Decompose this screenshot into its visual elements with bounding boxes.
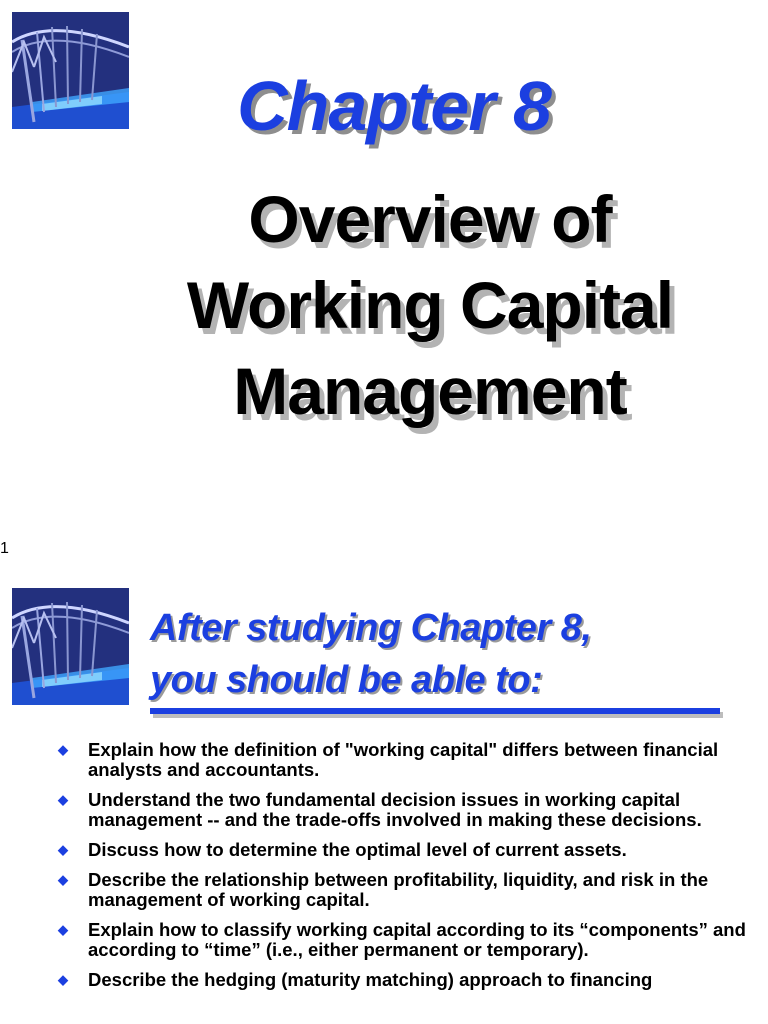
bridge-image-2 (12, 588, 129, 705)
page-number: 1 (0, 540, 9, 557)
subtitle-line-3: Management (233, 354, 627, 428)
title-underline (150, 708, 720, 714)
objective-item (58, 740, 758, 780)
diamond-bullet-icon: ◆ (58, 972, 68, 987)
diamond-bullet-icon: ◆ (58, 842, 68, 857)
objective-item (58, 840, 758, 860)
objective-item (58, 870, 758, 910)
objective-item (58, 920, 758, 960)
diamond-bullet-icon: ◆ (58, 742, 68, 757)
objectives-title (150, 602, 750, 706)
objective-text: Understand the two fundamental decision issues in working capital management -- and the trade-offs involved in making these decisions. (88, 789, 702, 830)
objective-text: Describe the relationship between profitability, liquidity, and risk in the management of working capital. (88, 869, 709, 910)
objectives-list (58, 740, 758, 1000)
diamond-bullet-icon: ◆ (58, 792, 68, 807)
objective-text: Explain how the definition of "working capital" differs between financial analysts and accountants. (88, 739, 719, 780)
objective-text: Discuss how to determine the optimal level of current assets. (88, 839, 627, 860)
objective-text: Explain how to classify working capital according to its “components” and according to “time” (i.e., either permanent or temporary). (88, 919, 746, 960)
subtitle-line-1: Overview of (248, 182, 612, 256)
objective-item (58, 970, 758, 990)
subtitle-line-2: Working Capital (186, 268, 674, 342)
objectives-title-line-1: After studying Chapter 8, (150, 607, 592, 649)
diamond-bullet-icon: ◆ (58, 872, 68, 887)
objectives-title-line-2: you should be able to: (150, 659, 543, 701)
objective-item (58, 790, 758, 830)
slide-subtitle (110, 176, 750, 434)
diamond-bullet-icon: ◆ (58, 922, 68, 937)
objective-text: Describe the hedging (maturity matching) approach to financing (88, 969, 653, 990)
chapter-title: Chapter 8 (237, 67, 551, 145)
